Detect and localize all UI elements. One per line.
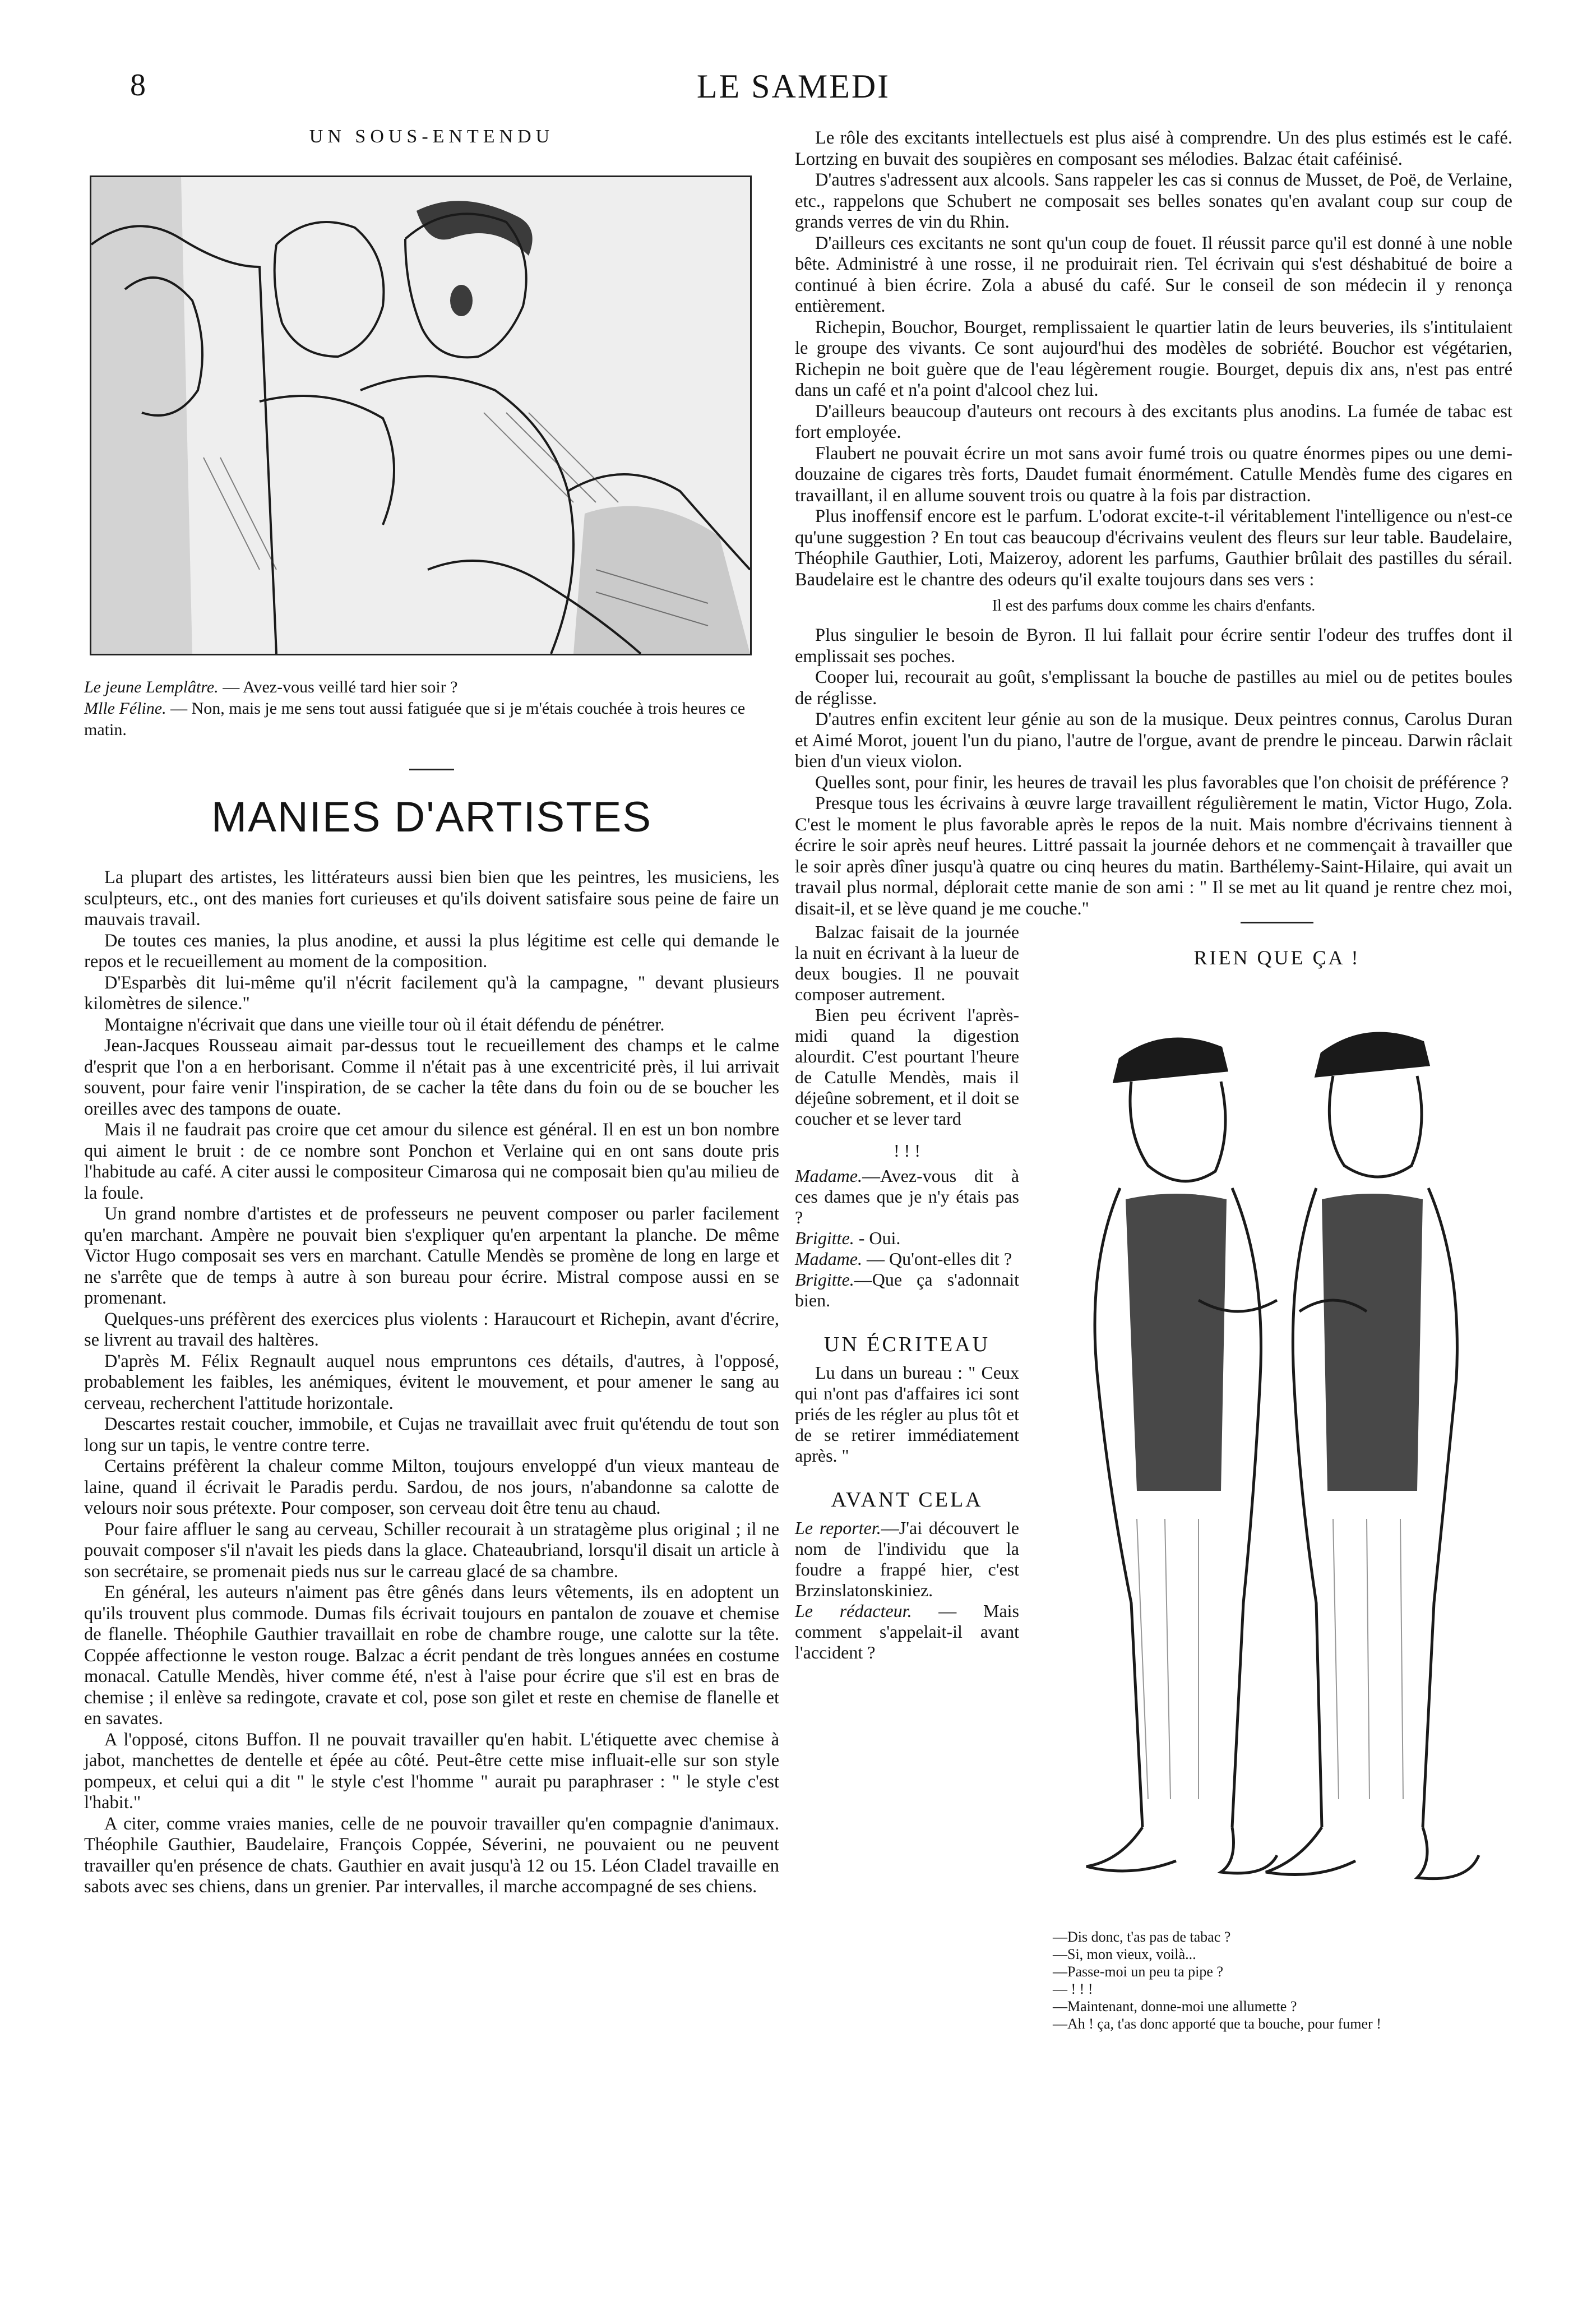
paragraph: Plus singulier le besoin de Byron. Il lui fallait pour écrire sentir l'odeur des truffes dont il emplissait ses poches.	[795, 625, 1512, 667]
sketch-drawing	[91, 177, 750, 654]
dialogue-line	[795, 1166, 1019, 1228]
paragraph: Certains préfèrent la chaleur comme Milton, toujours enveloppé d'un vieux manteau de laine, quand il écrivait le Paradis perdu. Sardou, de nos jours, n'abandonne sa calotte de velours noir sous prétexte. Pour composer, son cerveau doit être tenu au chaud.	[84, 1456, 779, 1518]
paragraph: Richepin, Bouchor, Bourget, remplissaient le quartier latin de leurs beuveries, ils s'intitulaient le groupe des vivants. Ce sont aujourd'hui des modèles de sobriété. Bouchor est végétarien, Richepin ne boit guère que de l'eau légèrement rougie. Bourget, depuis dix ans, n'est pas entré dans un café et n'a point d'alcool chez lui.	[795, 317, 1512, 400]
cartoon-line: —Dis donc, t'as pas de tabac ?	[1053, 1929, 1231, 1945]
cartoon-rien-que-ca	[1042, 922, 1512, 2032]
left-column	[84, 126, 779, 1898]
dialogue-speaker: Le reporter.	[795, 1518, 881, 1538]
caption-text: — Avez-vous veillé tard hier soir ?	[218, 678, 458, 696]
paragraph: De toutes ces manies, la plus anodine, et aussi la plus légitime est celle qui demande le repos et le recueillement au moment de la composition.	[84, 930, 779, 972]
paragraph: D'après M. Félix Regnault auquel nous empruntons ces détails, d'autres, à l'opposé, probablement les faibles, les anémiques, évitent le mouvement, et pour amener le sang au cerveau, recherchent l'attitude horizontale.	[84, 1351, 779, 1413]
cartoon-caption	[1042, 1928, 1512, 2032]
cartoon-line: —Maintenant, donne-moi une allumette ?	[1053, 1998, 1297, 2015]
dialogue-speaker: Le rédacteur.	[795, 1601, 912, 1621]
caption-text: — Non, mais je me sens tout aussi fatiguée que si je m'étais couchée à trois heures ce matin.	[84, 699, 746, 739]
paragraph: A citer, comme vraies manies, celle de ne pouvoir travailler qu'en compagnie d'animaux. Théophile Gauthier, Baudelaire, François Coppée, Séverini, ne pouvaient ou ne peuvent travailler qu'en présence de chats. Gauthier en avait jusqu'à 12 ou 15. Léon Cladel travaille en sabots avec ses chiens, dans un grenier. Par intervalles, il marche accompagné de ses chiens.	[84, 1813, 779, 1897]
journal-title: LE SAMEDI	[696, 68, 891, 105]
caption-line	[84, 677, 779, 698]
paragraph: Jean-Jacques Rousseau aimait par-dessus tout le recueillement des champs et le calme d'esprit que l'on a en herborisant. Comme il n'était pas à une excentricité près, il lui arrivait souvent, pour faire venir l'inspiration, de se cacher la tête dans du foin ou de se boucher les oreilles avec des tampons de ouate.	[84, 1036, 779, 1119]
article-body-left	[84, 867, 779, 1898]
paragraph: Flaubert ne pouvait écrire un mot sans avoir fumé trois ou quatre énormes pipes ou une demi-douzaine de cigares très forts, Daudet fumait énormément. Catulle Mendès fume des cigares en travaillant, il en allume souvent trois ou quatre à la fois par distraction.	[795, 443, 1512, 506]
paragraph: Quelques-uns préfèrent des exercices plus violents : Haraucourt et Richepin, avant d'écrire, se livrent au travail des haltères.	[84, 1309, 779, 1350]
paragraph: La plupart des artistes, les littérateurs aussi bien bien que les peintres, les musiciens, les sculpteurs, etc., ont des manies fort curieuses et qu'ils doivent satisfaire sous peine de faire un mauvais travail.	[84, 867, 779, 930]
section-heading-avant-cela: AVANT CELA	[831, 1488, 983, 1512]
paragraph: Cooper lui, recourait au goût, s'emplissant la bouche de pastilles au miel ou de petites boules de réglisse.	[795, 667, 1512, 709]
dialogue-line	[795, 1228, 1019, 1249]
dialogue-line	[795, 1249, 1019, 1269]
caption-speaker: Le jeune Lemplâtre.	[84, 678, 219, 696]
paragraph: Un grand nombre d'artistes et de professeurs ne peuvent composer ou parler facilement qu'en marchant. Ampère ne pouvait bien s'expliquer qu'en arpentant la planche. De même Victor Hugo composait ses vers en marchant. Catulle Mendès se promène de long en large et ne s'arrête que de temps à autre à son bureau pour écrire. Mistral compose aussi en se promenant.	[84, 1204, 779, 1308]
caption-speaker: Mlle Féline.	[84, 699, 166, 718]
paragraph: Pour faire affluer le sang au cerveau, Schiller recourait à un stratagème plus original ; il ne pouvait composer s'il n'avait les pieds dans la glace. Chateaubriand, lorsqu'il disait un article à son secrétaire, se promenait pieds nus sur le carreau glacé de sa chambre.	[84, 1519, 779, 1582]
article-title: MANIES D'ARTISTES	[211, 793, 653, 841]
dialogue-speaker: Madame.	[795, 1249, 862, 1269]
divider	[409, 769, 454, 770]
dialogue-line	[795, 1601, 1019, 1663]
paragraph: Bien peu écrivent l'après-midi quand la digestion alourdit. C'est pourtant l'heure de Catulle Mendès, mais il déjeûne sobrement, et il doit se coucher et se lever tard	[795, 1005, 1019, 1129]
cartoon-drawing	[1053, 986, 1501, 1917]
dialogue-text: - Oui.	[854, 1228, 901, 1248]
caption-line	[84, 698, 779, 741]
narrow-column	[795, 922, 1019, 1663]
cartoon-line: —Si, mon vieux, voilà...	[1053, 1946, 1196, 1962]
paragraph: D'Esparbès dit lui-même qu'il n'écrit facilement qu'à la campagne, " devant plusieurs kilomètres de silence."	[84, 972, 779, 1014]
dialogue-line	[795, 1269, 1019, 1311]
split-section	[795, 922, 1512, 2032]
dialogue-text: —Que ça s'adonnait bien.	[795, 1269, 1019, 1310]
paragraph: Balzac faisait de la journée la nuit en écrivant à la lueur de deux bougies. Il ne pouvait composer autrement.	[795, 922, 1019, 1004]
dialogue-text: — Mais comment s'appelait-il avant l'accident ?	[795, 1601, 1020, 1662]
paragraph: Mais il ne faudrait pas croire que cet amour du silence est général. Il en est un bon nombre qui aiment le bruit : de ce nombre sont Ponchon et Verlaine qui en ont sans doute pris l'habitude au café. A citer aussi le compositeur Cimarosa qui ne composait bien qu'au milieu de la foule.	[84, 1120, 779, 1203]
divider	[1241, 922, 1313, 923]
dialogue-exclaim: ! ! !	[894, 1140, 920, 1161]
illustration-title: UN SOUS-ENTENDU	[309, 126, 554, 147]
dialogue-line	[795, 1518, 1019, 1601]
paragraph: Quelles sont, pour finir, les heures de travail les plus favorables que l'on choisit de préférence ?	[815, 772, 1509, 793]
illustration-sous-entendu	[90, 175, 752, 655]
dialogue-speaker: Madame.	[795, 1166, 862, 1186]
paragraph: Le rôle des excitants intellectuels est plus aisé à comprendre. Un des plus estimés est le café. Lortzing en buvait des soupières en composant ses mélodies. Balzac était caféinisé.	[795, 128, 1512, 169]
dialogue-text: —Avez-vous dit à ces dames que je n'y étais pas ?	[795, 1166, 1019, 1227]
paragraph: En général, les auteurs n'aiment pas être gênés dans leurs vêtements, ils en adoptent un qu'ils trouvent plus commode. Dumas fils écrivait toujours en pantalon de zouave et chemise de flanelle. Théophile Gauthier travaillait en robe de chambre rouge, une calotte sur la tête. Coppée affectionne le veston rouge. Balzac a écrit pendant de très longues années en costume monacal. Catulle Mendès, hiver comme été, n'est à l'aise pour écrire que s'il est en bras de chemise ; il enlève sa redingote, cravate et col, pose son gilet et reste en chemise de flanelle et en savates.	[84, 1582, 779, 1729]
paragraph: Plus inoffensif encore est le parfum. L'odorat excite-t-il véritablement l'intelligence ou n'est-ce qu'une suggestion ? En tout cas beaucoup d'écrivains veulent des fleurs sur leur table. Baudelaire, Théophile Gauthier, Loti, Maizeroy, adorent les parfums, Gauthier brûlait des pastilles du sérail. Baudelaire est le chantre des odeurs qu'il exalte toujours dans ses vers :	[795, 506, 1512, 590]
paragraph: D'ailleurs beaucoup d'auteurs ont recours à des excitants plus anodins. La fumée de tabac est fort employée.	[795, 401, 1512, 442]
section-heading-ecriteau: UN ÉCRITEAU	[823, 1333, 991, 1356]
paragraph: D'ailleurs ces excitants ne sont qu'un coup de fouet. Il réussit parce qu'il est donné à une noble bête. Administré à une rosse, il ne produirait rien. Tel écrivain qui s'est déshabitué de boire a continué à bien écrire. Zola a abusé du café. Sur le conseil de son médecin il y renonça entièrement.	[795, 233, 1512, 316]
cartoon-title: RIEN QUE ÇA !	[1193, 946, 1361, 969]
dialogue-speaker: Brigitte.	[795, 1228, 854, 1248]
illustration-caption	[84, 677, 779, 741]
paragraph: Montaigne n'écrivait que dans une vieille tour où il était défendu de pénétrer.	[104, 1014, 665, 1035]
paragraph: D'autres enfin excitent leur génie au son de la musique. Deux peintres connus, Carolus Duran et Aimé Morot, jouent l'un du piano, l'autre de l'orgue, avant de prendre le pinceau. Darwin râclait bien d'un vieux violon.	[795, 709, 1512, 771]
right-column	[795, 128, 1512, 2032]
page-header	[0, 67, 1587, 112]
cartoon-line: — ! ! !	[1053, 1981, 1093, 1997]
paragraph: D'autres s'adressent aux alcools. Sans rappeler les cas si connus de Musset, de Poë, de Verlaine, etc., rappelons que Schubert ne composait ses belles sonates qu'en avalant coup sur coup de grands verres de vin du Rhin.	[795, 170, 1512, 232]
dialogue-text: —J'ai découvert le nom de l'individu que la foudre a frappé hier, c'est Brzinslatonskiniez.	[795, 1518, 1020, 1600]
dialogue-text: — Qu'ont-elles dit ?	[862, 1249, 1012, 1269]
paragraph: Lu dans un bureau : " Ceux qui n'ont pas d'affaires ici sont priés de les régler au plus tôt et de se retirer immédiatement après. "	[795, 1362, 1019, 1466]
paragraph: Descartes restait coucher, immobile, et Cujas ne travaillait avec fruit qu'étendu de tout son long sur un tapis, le ventre contre terre.	[84, 1414, 779, 1456]
paragraph: A l'opposé, citons Buffon. Il ne pouvait travailler qu'en habit. L'étiquette avec chemise à jabot, manchettes de dentelle et épée au côté. Peut-être cette mise influait-elle sur son style pompeux, et celui qui a dit " le style c'est l'homme " aurait pu paraphraser : " le style c'est l'habit."	[84, 1729, 779, 1813]
page-number: 8	[130, 68, 146, 103]
poem-quote: Il est des parfums doux comme les chairs d'enfants.	[992, 597, 1316, 615]
cartoon-line: —Passe-moi un peu ta pipe ?	[1053, 1963, 1223, 1980]
two-men-sketch	[1053, 986, 1501, 1917]
cartoon-line: —Ah ! ça, t'as donc apporté que ta bouche, pour fumer !	[1053, 2016, 1381, 2032]
dialogue-speaker: Brigitte.	[795, 1269, 854, 1290]
paragraph: Presque tous les écrivains à œuvre large travaillent régulièrement le matin, Victor Hugo, Zola. C'est le moment le plus favorable après le repos de la nuit. Mais nombre d'écrivains tiennent à écrire le soir après neuf heures. Littré passait la journée dehors et ne commençait à travailler que le soir après dîner jusqu'à quatre ou cinq heures du matin. Barthélemy-Saint-Hilaire, qui avait un travail plus normal, déplorait cette manie de son ami : " Il se met au lit quand je rentre chez moi, disait-il, et se lève quand je me couche."	[795, 793, 1512, 919]
